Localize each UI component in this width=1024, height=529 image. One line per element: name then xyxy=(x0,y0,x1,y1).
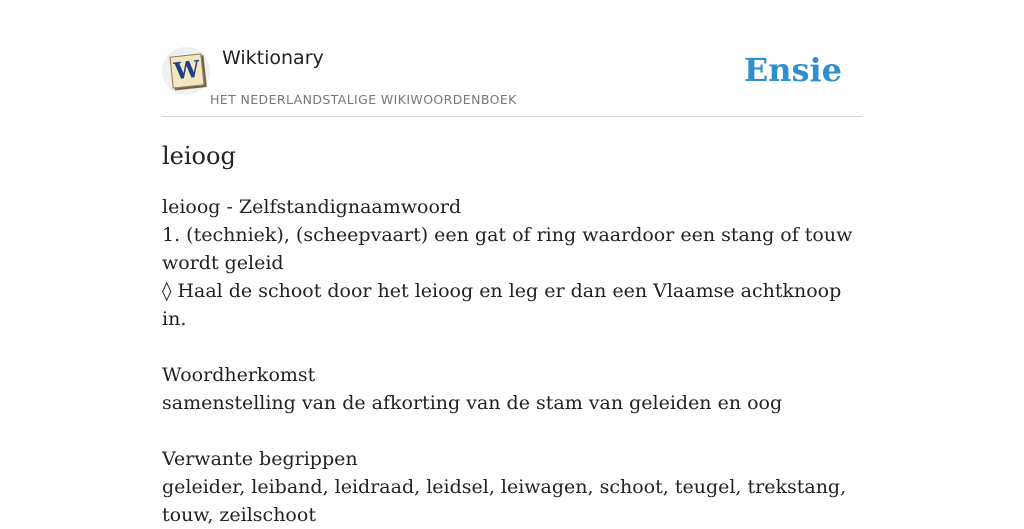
site-name[interactable]: Wiktionary xyxy=(222,47,324,69)
spacer xyxy=(162,333,862,361)
example-sentence: ◊ Haal de schoot door het leioog en leg er dan een Vlaamse achtknoop in. xyxy=(162,280,842,330)
logo-letter: W xyxy=(172,55,202,86)
site-header xyxy=(162,0,862,117)
logo-tile xyxy=(169,53,204,88)
part-of-speech-line: leioog - Zelfstandignaamwoord xyxy=(162,196,462,218)
related-terms-text: geleider, leiband, leidraad, leidsel, leiwagen, schoot, teugel, trekstang, touw, zeilschoot xyxy=(162,476,847,526)
ensie-brand-link[interactable]: Ensie xyxy=(743,51,842,89)
spacer xyxy=(162,417,862,445)
entry-content xyxy=(162,193,862,529)
related-terms-heading: Verwante begrippen xyxy=(162,448,358,470)
wiktionary-logo-icon[interactable] xyxy=(162,47,210,95)
page-container xyxy=(162,0,862,529)
page-title: leioog xyxy=(162,142,236,170)
etymology-heading: Woordherkomst xyxy=(162,364,316,386)
etymology-text: samenstelling van de afkorting van de stam van geleiden en oog xyxy=(162,392,783,414)
definition-text: 1. (techniek), (scheepvaart) een gat of ring waardoor een stang of touw wordt geleid xyxy=(162,224,853,274)
site-tagline: HET NEDERLANDSTALIGE WIKIWOORDENBOEK xyxy=(210,92,517,107)
